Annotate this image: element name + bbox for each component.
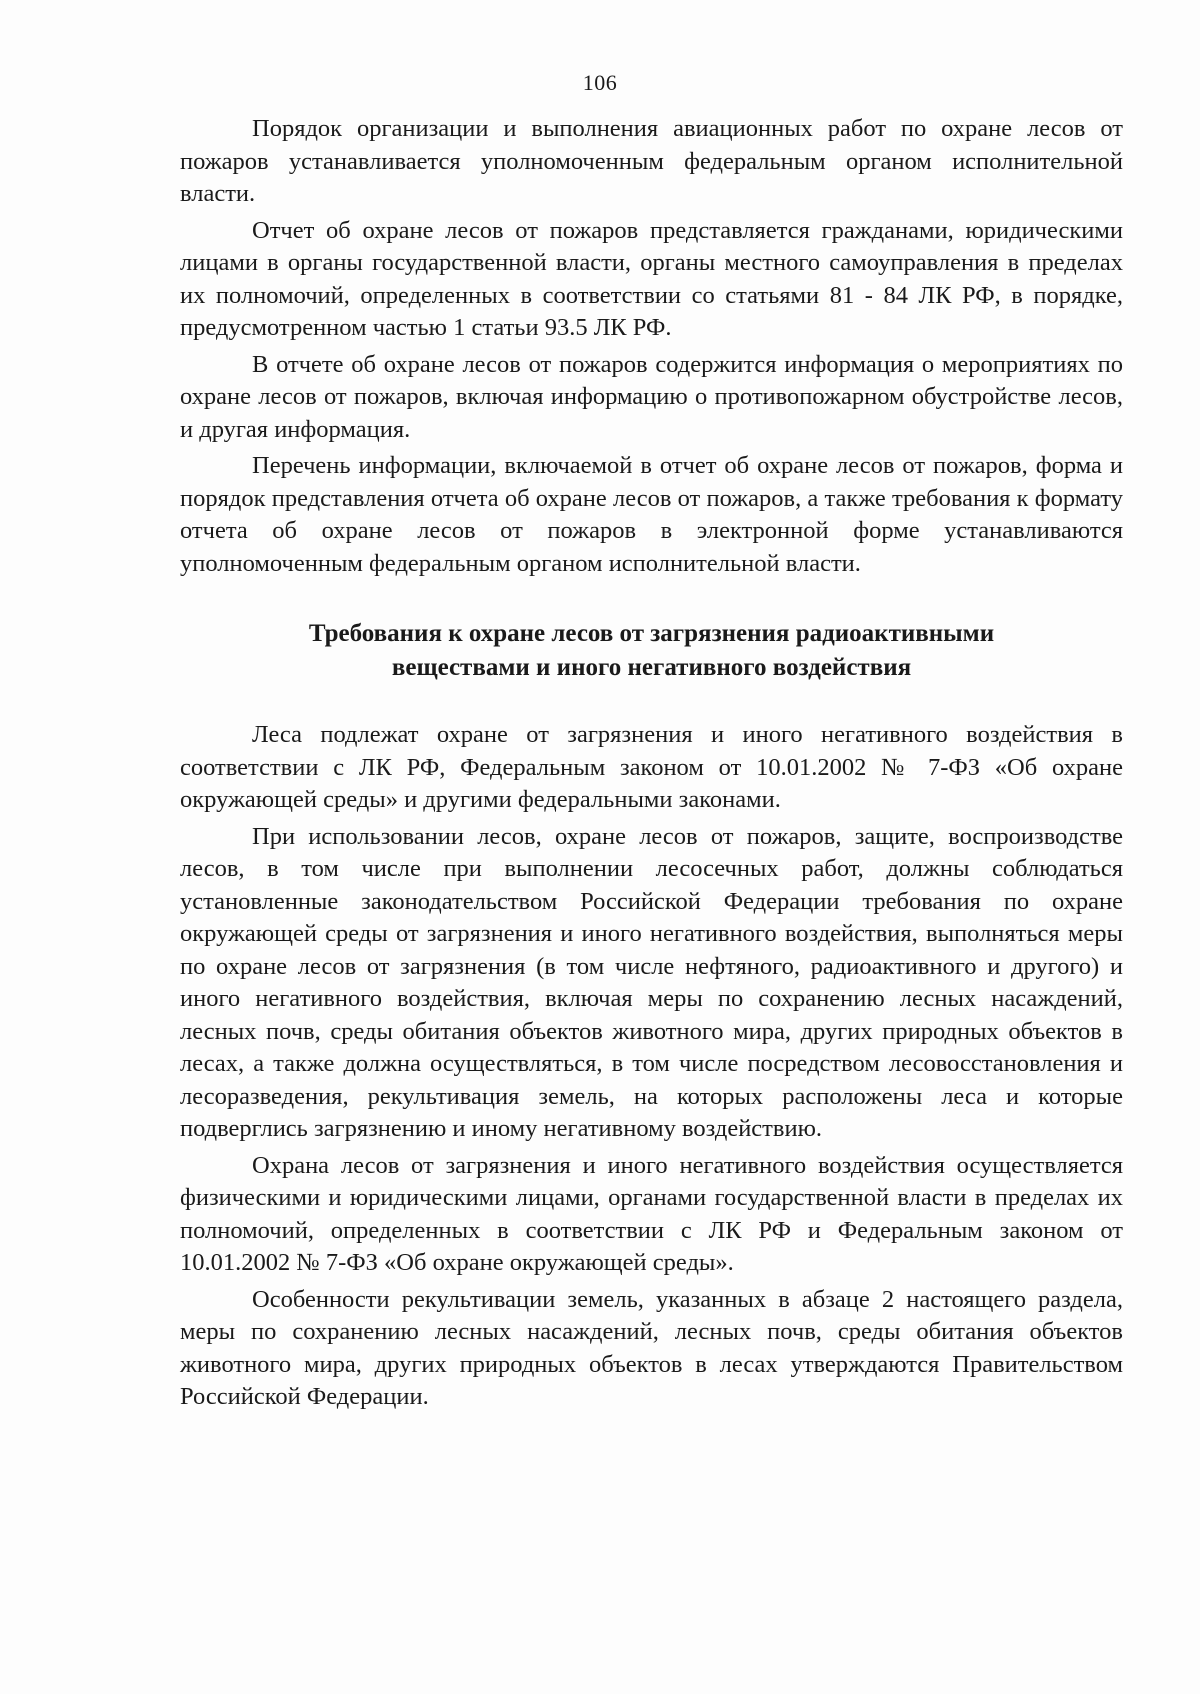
paragraph: При использовании лесов, охране лесов от пожаров, защите, воспроизводстве лесов, в том числе при выполнении лесосечных работ, должны соблюдаться установленные законодательством Российской Федерации требования по охране окружающей среды от загрязнения и иного негативного воздействия, выполняться меры по охране лесов от загрязнения (в том числе нефтяного, радиоактивного и другого) и иного негативного воздействия, включая меры по сохранению лесных насаждений, лесных почв, среды обитания объектов животного мира, других природных объектов в лесах, а также должна осуществляться, в том числе посредством лесовосстановления и лесоразведения, рекультивация земель, на которых расположены леса и которые подверглись загрязнению и иному негативному воздействию.: [180, 822, 1123, 1142]
paragraph: Леса подлежат охране от загрязнения и иного негативного воздействия в соответствии с ЛК РФ, Федеральным законом от 10.01.2002 № 7-ФЗ «Об охране окружающей среды» и другими федеральными законами.: [180, 721, 1123, 813]
paragraph: В отчете об охране лесов от пожаров содержится информация о мероприятиях по охране лесов от пожаров, включая информацию о противопожарном обустройстве лесов, и другая информация.: [180, 350, 1123, 443]
paragraph: Перечень информации, включаемой в отчет об охране лесов от пожаров, форма и порядок представления отчета об охране лесов от пожаров, а также требования к формату отчета об охране лесов от пожаров в электронной форме устанавливаются уполномоченным федеральным органом исполнительной власти.: [180, 452, 1123, 577]
section-heading: [180, 617, 1123, 685]
section-heading-line: Требования к охране лесов от загрязнения радиоактивными: [308, 620, 995, 647]
paragraph: Отчет об охране лесов от пожаров представляется гражданами, юридическими лицами в органы государственной власти, органы местного самоуправления в пределах их полномочий, определенных в соответствии со статьями 81 - 84 ЛК РФ, в порядке, предусмотренном частью 1 статьи 93.5 ЛК РФ.: [180, 216, 1123, 341]
paragraph: Охрана лесов от загрязнения и иного негативного воздействия осуществляется физическими и юридическими лицами, органами государственной власти в пределах их полномочий, определенных в соответствии с ЛК РФ и Федеральным законом от 10.01.2002 № 7-ФЗ «Об охране окружающей среды».: [180, 1151, 1123, 1276]
page-number: 106: [582, 70, 618, 95]
paragraph: Порядок организации и выполнения авиационных работ по охране лесов от пожаров устанавливается уполномоченным федеральным органом исполнительной власти.: [180, 115, 1123, 207]
document-body: [180, 113, 1123, 1418]
paragraph: Особенности рекультивации земель, указанных в абзаце 2 настоящего раздела, меры по сохранению лесных насаждений, лесных почв, среды обитания объектов животного мира, других природных объектов в лесах утверждаются Правительством Российской Федерации.: [180, 1285, 1123, 1410]
section-heading-line: веществами и иного негативного воздействия: [391, 654, 912, 681]
